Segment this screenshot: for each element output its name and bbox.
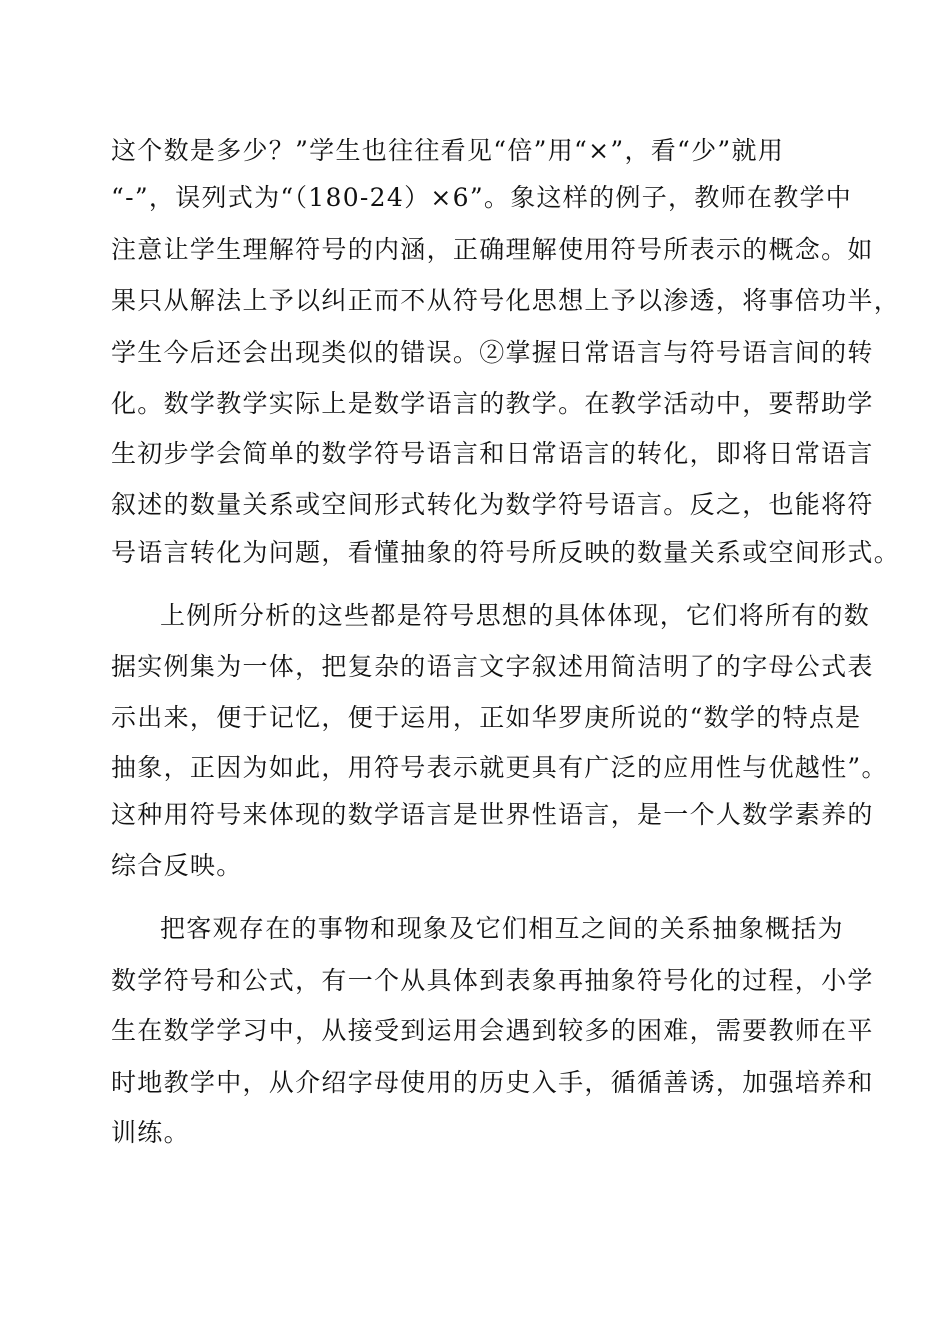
text-line: 注意让学生理解符号的内涵，正确理解使用符号所表示的概念。如 — [111, 235, 874, 264]
text-line: “-”，误列式为“（180-24）×6”。象这样的例子，教师在教学中 — [111, 183, 853, 212]
text-line: 上例所分析的这些都是符号思想的具体体现，它们将所有的数 — [160, 601, 871, 630]
text-line: 学生今后还会出现类似的错误。②掌握日常语言与符号语言间的转 — [111, 338, 874, 367]
text-line: 这个数是多少？”学生也往往看见“倍”用“×”，看“少”就用 — [111, 136, 785, 165]
text-line: 果只从解法上予以纠正而不从符号化思想上予以渗透，将事倍功半， — [111, 286, 901, 315]
text-line: 生在数学学习中，从接受到运用会遇到较多的困难，需要教师在平 — [111, 1016, 874, 1045]
text-line: 化。数学教学实际上是数学语言的教学。在教学活动中，要帮助学 — [111, 389, 874, 418]
text-line: 叙述的数量关系或空间形式转化为数学符号语言。反之，也能将符 — [111, 490, 874, 519]
text-line: 抽象，正因为如此，用符号表示就更具有广泛的应用性与优越性”。 — [111, 753, 888, 782]
text-line: 示出来，便于记忆，便于运用，正如华罗庚所说的“数学的特点是 — [111, 703, 862, 732]
text-line: 数学符号和公式，有一个从具体到表象再抽象符号化的过程，小学 — [111, 966, 874, 995]
text-line: 号语言转化为问题，看懂抽象的符号所反映的数量关系或空间形式。 — [111, 538, 901, 567]
text-line: 综合反映。 — [111, 851, 243, 880]
text-line: 据实例集为一体，把复杂的语言文字叙述用简洁明了的字母公式表 — [111, 652, 874, 681]
text-line: 生初步学会简单的数学符号语言和日常语言的转化，即将日常语言 — [111, 439, 874, 468]
text-line: 把客观存在的事物和现象及它们相互之间的关系抽象概括为 — [160, 914, 844, 943]
text-line: 这种用符号来体现的数学语言是世界性语言，是一个人数学素养的 — [111, 800, 874, 829]
text-line: 时地教学中，从介绍字母使用的历史入手，循循善诱，加强培养和 — [111, 1068, 874, 1097]
text-line: 训练。 — [111, 1118, 190, 1147]
